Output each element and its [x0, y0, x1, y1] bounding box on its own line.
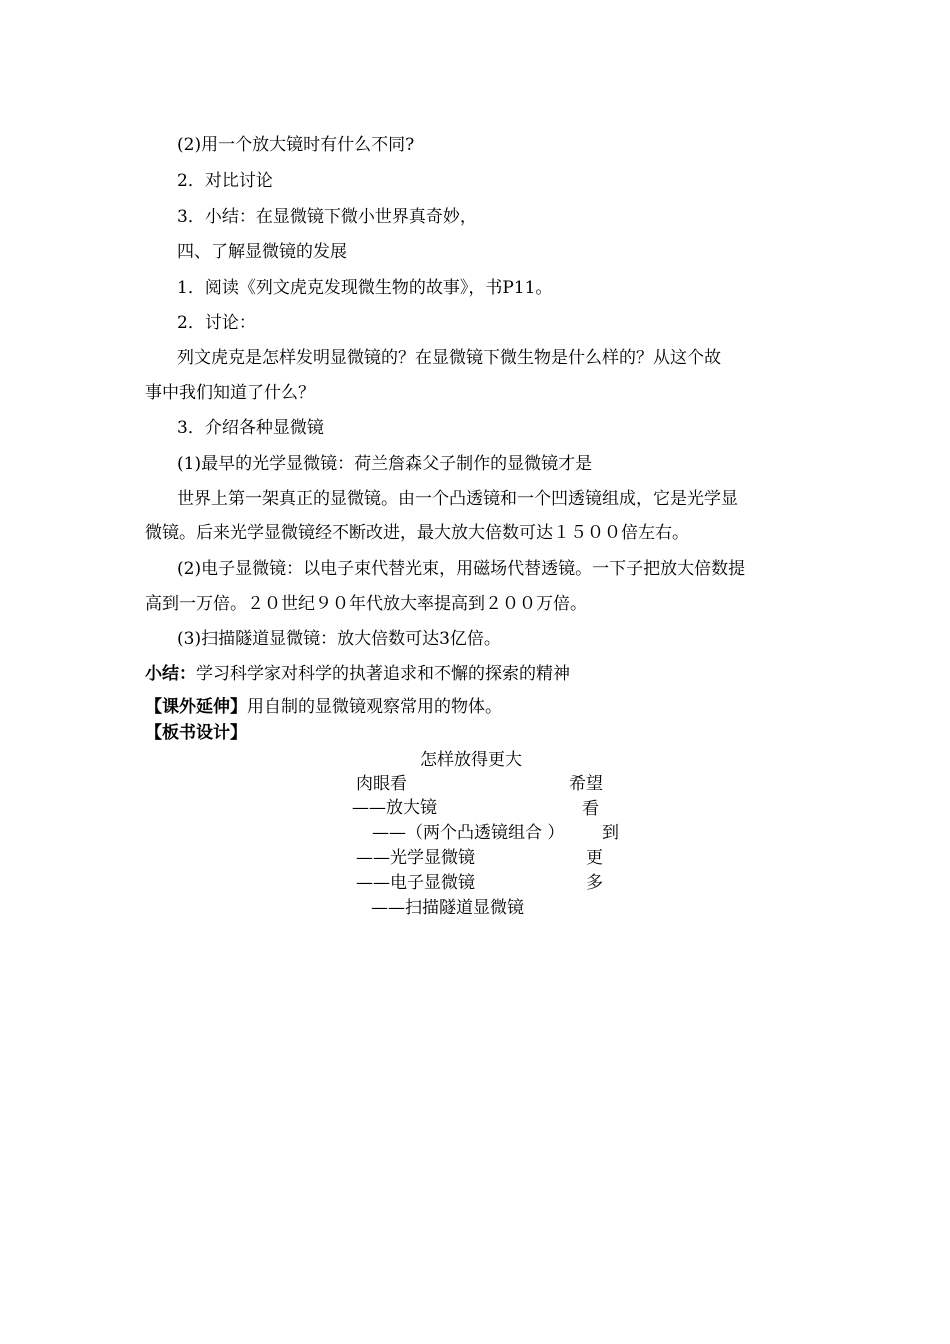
board-design-label: 【板书设计】: [145, 723, 247, 743]
paragraph: 列文虎克是怎样发明显微镜的？在显微镜下微生物是什么样的？从这个故: [177, 348, 721, 368]
paragraph-continuation: 高到一万倍。２０世纪９０年代放大率提高到２００万倍。: [145, 594, 587, 614]
paragraph: (2)电子显微镜：以电子束代替光束，用磁场代替透镜。一下子把放大倍数提: [177, 559, 746, 579]
paragraph: 1．阅读《列文虎克发现微生物的故事》，书P11。: [177, 278, 553, 298]
summary-label: 小结：: [145, 664, 196, 684]
board-left-item: ——光学显微镜: [356, 848, 475, 868]
paragraph: (1)最早的光学显微镜：荷兰詹森父子制作的显微镜才是: [177, 454, 593, 474]
board-left-item: 肉眼看: [356, 774, 407, 794]
summary-text: 学习科学家对科学的执著追求和不懈的探索的精神: [196, 664, 570, 684]
paragraph: 2．对比讨论: [177, 171, 273, 191]
paragraph: 3．介绍各种显微镜: [177, 418, 324, 438]
board-left-item: ——放大镜: [352, 798, 437, 818]
board-right-item: 到: [602, 823, 619, 843]
board-left-item: ——（两个凸透镜组合 ）: [372, 823, 565, 843]
paragraph: 2．讨论：: [177, 313, 256, 333]
paragraph-continuation: 事中我们知道了什么？: [145, 383, 315, 403]
board-title: 怎样放得更大: [420, 750, 522, 770]
board-left-item: ——电子显微镜: [356, 873, 475, 893]
paragraph: 世界上第一架真正的显微镜。由一个凸透镜和一个凹透镜组成，它是光学显: [177, 489, 738, 509]
summary-line: [145, 662, 570, 686]
extension-line: [145, 695, 502, 719]
extension-text: 用自制的显微镜观察常用的物体。: [247, 697, 502, 717]
board-right-item: 多: [586, 873, 603, 893]
board-right-item: 更: [586, 848, 603, 868]
paragraph: (2)用一个放大镜时有什么不同?: [177, 135, 415, 155]
section-heading: 四、了解显微镜的发展: [177, 242, 347, 262]
board-right-item: 看: [582, 799, 599, 819]
paragraph-continuation: 微镜。后来光学显微镜经不断改进，最大放大倍数可达１５００倍左右。: [145, 523, 689, 543]
paragraph: (3)扫描隧道显微镜：放大倍数可达3亿倍。: [177, 629, 501, 649]
extension-label: 【课外延伸】: [145, 697, 247, 717]
paragraph: 3．小结：在显微镜下微小世界真奇妙，: [177, 207, 477, 227]
board-right-item: 希望: [569, 774, 603, 794]
board-left-item: ——扫描隧道显微镜: [371, 898, 524, 918]
